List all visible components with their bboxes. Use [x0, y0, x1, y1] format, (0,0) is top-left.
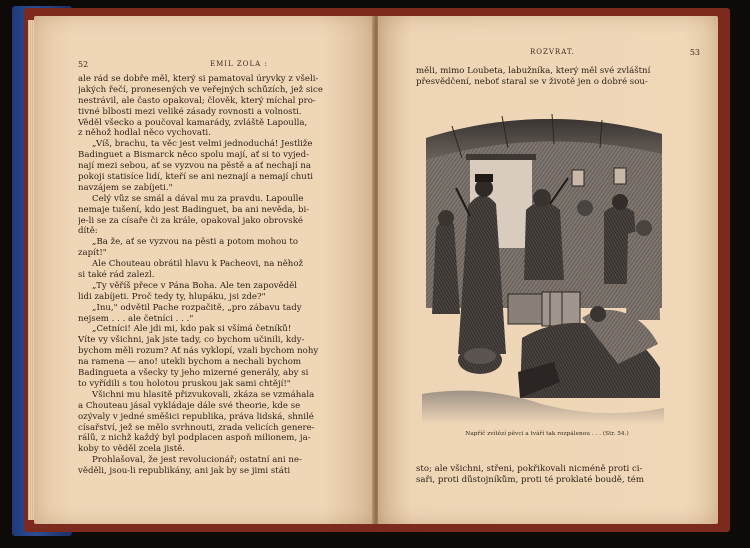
- text-line: ale rád se dobře měl, který si pamatoval úryvky z všeli-: [78, 74, 319, 84]
- left-page-number: 52: [78, 60, 89, 69]
- text-line: Badingueta a všecky ty jeho mizerné generály, aby si: [78, 368, 309, 379]
- text-line: nestrávil, ale často opakoval; člověk, který míchal pro-: [78, 95, 316, 106]
- text-line: „Četníci! Ale jdi mi, kdo pak si všímá četníků!: [92, 324, 292, 335]
- text-line: lidi zabíjeti. Proč tedy ty, hlupáku, jsi zde?": [78, 291, 266, 302]
- text-line: saři, proti důstojníkům, proti té proklaté boudě, tém: [416, 474, 645, 485]
- text-line: měli, mimo Loubeta, labužníka, který měl své zvláštní: [416, 66, 651, 76]
- text-line: zapít!": [78, 248, 107, 259]
- text-line: na ramena — ano! utekli bychom a nechali bychom: [78, 357, 302, 368]
- text-line: ozývaly v jedné směšici republika, práva lidská, shnilé: [78, 411, 314, 422]
- text-line: z něhož hodlal něco vychovati.: [78, 128, 211, 139]
- text-line: Prohlašoval, že jest revolucionář; ostatní ani ne-: [92, 455, 302, 466]
- text-line: Věděl všecko a poučoval kamarády, zvláště Lapoulla,: [78, 117, 308, 128]
- text-line: to vyřídili s tou holotou pruskou jak sami chtějí!": [78, 378, 291, 389]
- text-line: sto; ale všichni, střeni, pokřikovali nicméně proti ci-: [416, 464, 643, 474]
- text-line: císařství, jež se mělo svrhnouti, zrada velicích genere-: [78, 422, 315, 433]
- text-line: bychom měli rozum? Ať nás vyklopí, vzali bychom nohy: [78, 346, 319, 357]
- text-line: a Chouteau jásal vykládaje dále své theorie, kde se: [78, 400, 301, 411]
- text-line: Víte vy všichni, jak jste tady, co bychom učinili, kdy-: [78, 335, 305, 346]
- text-line: dítě:: [78, 226, 98, 237]
- text-line: přesvědčení, neboť staral se v životě jen o dobré sou-: [416, 76, 648, 87]
- text-line: Badinguet a Bismarck něco spolu mají, ať si to vyjed-: [78, 150, 310, 161]
- text-line: nemaje tušení, kdo jest Badinguet, ba ani nevěda, bi-: [78, 204, 310, 215]
- text-line: Celý vůz se smál a dával mu za pravdu. Lapoulle: [92, 193, 304, 204]
- right-running-title: ROZVRAT.: [530, 48, 575, 56]
- text-line: jakých řečí, pronesených ve veřejných schůzích, jež sice: [78, 84, 323, 95]
- text-line: tivné blbosti mezi veliké zásady rovnosti a volnosti.: [78, 106, 302, 117]
- text-line: „Inu," odvětil Pache rozpačitě, „pro zábavu tady: [92, 302, 302, 313]
- text-line: pokoji statisíce lidí, kteří se ani neznají a nemají chuti: [78, 172, 314, 183]
- text-line: si také rád zalezl.: [78, 270, 155, 281]
- right-page-number: 53: [689, 48, 700, 57]
- engraving-illustration: [422, 108, 664, 424]
- text-line: „Ty věříš přece v Pána Boha. Ale ten zapověděl: [92, 280, 298, 291]
- text-line: nejsem . . . ale četníci . . .": [78, 313, 194, 324]
- text-line: koby to věděl zcela jistě.: [78, 444, 185, 455]
- right-page: [378, 16, 718, 524]
- left-page-text: [78, 74, 358, 477]
- text-line: rálů, z nichž každý byl podplacen aspoň milionem, ja-: [78, 433, 311, 444]
- left-page: [34, 16, 374, 524]
- text-line: „Víš, brachu, ta věc jest velmi jednoduchá! Jestliže: [92, 139, 313, 150]
- right-page-text-top: [416, 66, 696, 88]
- illustration-caption: Napříč zvítězí pěvci a tváří tak rozpálenou . . . (Str. 54.): [465, 431, 629, 437]
- text-line: Ale Chouteau obrátil hlavu k Pacheovi, na něhož: [92, 259, 304, 270]
- text-line: věděli, jsou-li republikány, ani jak by se jimi státi: [78, 466, 291, 477]
- right-page-text-bottom: [416, 464, 696, 486]
- text-line: navzájem se zabíjeti.": [78, 182, 173, 193]
- text-line: je-li se za císaře či za krále, opakoval jako obrovské: [78, 215, 303, 226]
- text-line: „Ba že, ať se vyzvou na pěsti a potom mohou to: [92, 237, 299, 248]
- text-line: nají mezi sebou, ať se vyzvou na pěstě a ať nechají na: [78, 161, 312, 172]
- left-running-title: EMIL ZOLA :: [210, 60, 268, 68]
- text-line: Všichni mu hlasitě přizvukovali, zkáza se vzmáhala: [92, 389, 315, 400]
